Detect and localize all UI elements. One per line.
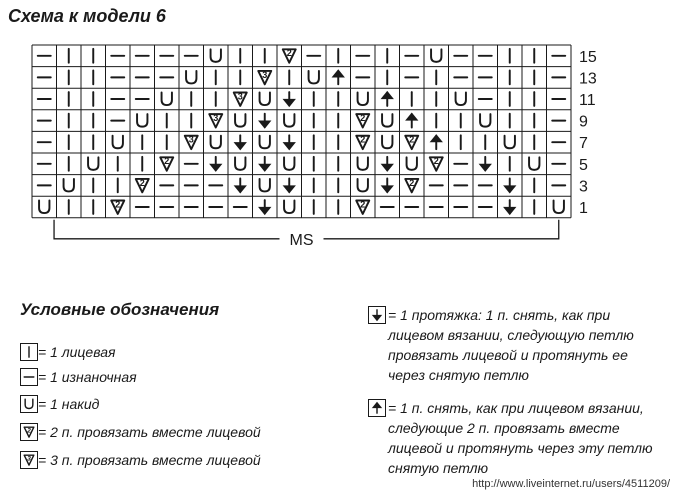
chart-title: Схема к модели 6 [8, 6, 166, 26]
chart-cell-l [284, 178, 295, 192]
legend-title: Условные обозначения [20, 300, 220, 319]
chart-cell-y [358, 179, 368, 192]
chart-cell-r [431, 135, 442, 149]
chart-cell-y [505, 136, 515, 149]
chart-cell-y [554, 201, 564, 214]
row-label: 1 [579, 200, 588, 217]
chart-cell-y [431, 49, 441, 62]
chart-cell-l [259, 114, 270, 128]
svg-text:3: 3 [213, 113, 219, 124]
legend-text: = 1 лицевая [38, 344, 116, 360]
svg-text:3: 3 [188, 134, 194, 145]
svg-text:3: 3 [27, 455, 31, 463]
chart-cell-l [259, 157, 270, 171]
legend-item-knit [20, 342, 115, 362]
chart-cell-y [260, 93, 270, 106]
legend-item-purl [20, 367, 137, 387]
row-label: 9 [579, 113, 588, 131]
ssk-symbol-icon [368, 306, 386, 324]
chart-cell-y [211, 136, 221, 149]
svg-text:2: 2 [360, 113, 366, 124]
svg-text:2: 2 [115, 199, 121, 210]
chart-cell-y [137, 114, 147, 127]
chart-cell-y [358, 93, 368, 106]
chart-cell-a2 [405, 135, 418, 149]
chart-cell-y [382, 114, 392, 127]
svg-text:2: 2 [139, 177, 145, 188]
chart-cell-y [39, 201, 49, 214]
chart-cell-y [284, 157, 294, 170]
row-label: 3 [579, 178, 588, 196]
svg-text:2: 2 [164, 156, 170, 167]
chart-cell-r [382, 92, 393, 106]
legend-item-k3tog [20, 450, 261, 470]
chart-cell-a2 [405, 178, 418, 192]
chart-cell-a2 [283, 48, 296, 62]
chart-cell-a2 [356, 135, 369, 149]
chart-cell-l [235, 135, 246, 149]
chart-cell-y [309, 71, 319, 84]
yarn-over-symbol-icon [20, 395, 38, 413]
chart-cell-y [260, 179, 270, 192]
chart-cell-y [162, 93, 172, 106]
chart-cell-y [382, 136, 392, 149]
svg-text:2: 2 [360, 199, 366, 210]
repeat-label: MS [289, 231, 314, 249]
svg-text:2: 2 [409, 134, 415, 145]
chart-cell-a3 [258, 70, 271, 84]
chart-cell-l [480, 157, 491, 171]
svg-text:2: 2 [27, 427, 31, 435]
chart-cell-r [406, 113, 417, 127]
chart-cell-y [284, 201, 294, 214]
legend-text: = 1 п. снять, как при лицевом вязании, следующие 2 п. провязать вместе лицевой и протянуть через эту петлю снятую петлю [388, 400, 653, 476]
chart-cell-y [456, 93, 466, 106]
legend-item-sk2p [368, 398, 668, 478]
chart-cell-y [480, 114, 490, 127]
chart-cell-l [504, 200, 515, 214]
chart-cell-y [211, 49, 221, 62]
chart-cell-y [529, 157, 539, 170]
chart-cell-a2 [136, 178, 149, 192]
legend-text: = 3 п. провязать вместе лицевой [38, 452, 261, 468]
k3tog-symbol-icon [20, 451, 38, 469]
chart-cell-a3 [234, 91, 247, 105]
svg-text:2: 2 [409, 177, 415, 188]
row-label: 7 [579, 135, 588, 153]
chart-cell-a2 [111, 199, 124, 213]
row-label: 13 [579, 70, 597, 88]
svg-text:2: 2 [286, 48, 292, 59]
chart-cell-a2 [356, 113, 369, 127]
chart-cell-y [113, 136, 123, 149]
legend-item-ssk [368, 305, 668, 385]
svg-text:2: 2 [360, 134, 366, 145]
chart-cell-a2 [356, 199, 369, 213]
legend-text: = 2 п. провязать вместе лицевой [38, 424, 261, 440]
chart-cell-l [504, 178, 515, 192]
chart-cell-y [358, 157, 368, 170]
purl-symbol-icon [20, 368, 38, 386]
row-label: 5 [579, 156, 588, 174]
chart-cell-y [260, 136, 270, 149]
legend-text: = 1 протяжка: 1 п. снять, как при лицевом вязании, следующую петлю провязать лицевой и протянуть ее через снятую петлю [388, 307, 634, 383]
chart-cell-y [88, 157, 98, 170]
chart-cell-l [259, 200, 270, 214]
chart-cell-l [284, 92, 295, 106]
chart-cell-l [284, 135, 295, 149]
chart-cell-a2 [430, 156, 443, 170]
chart-cell-a2 [160, 156, 173, 170]
svg-text:3: 3 [262, 69, 268, 80]
chart-cell-y [235, 114, 245, 127]
chart-cell-l [382, 178, 393, 192]
chart-cell-l [235, 178, 246, 192]
legend-text: = 1 накид [38, 396, 100, 412]
chart-cell-a3 [209, 113, 222, 127]
sk2p-symbol-icon [368, 399, 386, 417]
chart-cell-y [407, 157, 417, 170]
legend-text: = 1 изнаночная [38, 369, 137, 385]
watermark: http://www.liveinternet.ru/users/4511209/ [472, 478, 670, 490]
legend-item-k2tog [20, 422, 261, 442]
chart-cell-y [186, 71, 196, 84]
legend-item-yarn-over [20, 394, 99, 414]
chart-cell-r [333, 70, 344, 84]
knit-symbol-icon [20, 343, 38, 361]
chart-cell-l [210, 157, 221, 171]
svg-text:2: 2 [433, 156, 439, 167]
chart-cell-a3 [185, 135, 198, 149]
chart-cell-y [64, 179, 74, 192]
chart-cell-l [382, 157, 393, 171]
svg-text:3: 3 [237, 91, 243, 102]
row-label: 15 [579, 48, 597, 66]
chart-cell-y [284, 114, 294, 127]
chart-cell-y [235, 157, 245, 170]
k2tog-symbol-icon [20, 423, 38, 441]
row-label: 11 [579, 92, 596, 109]
